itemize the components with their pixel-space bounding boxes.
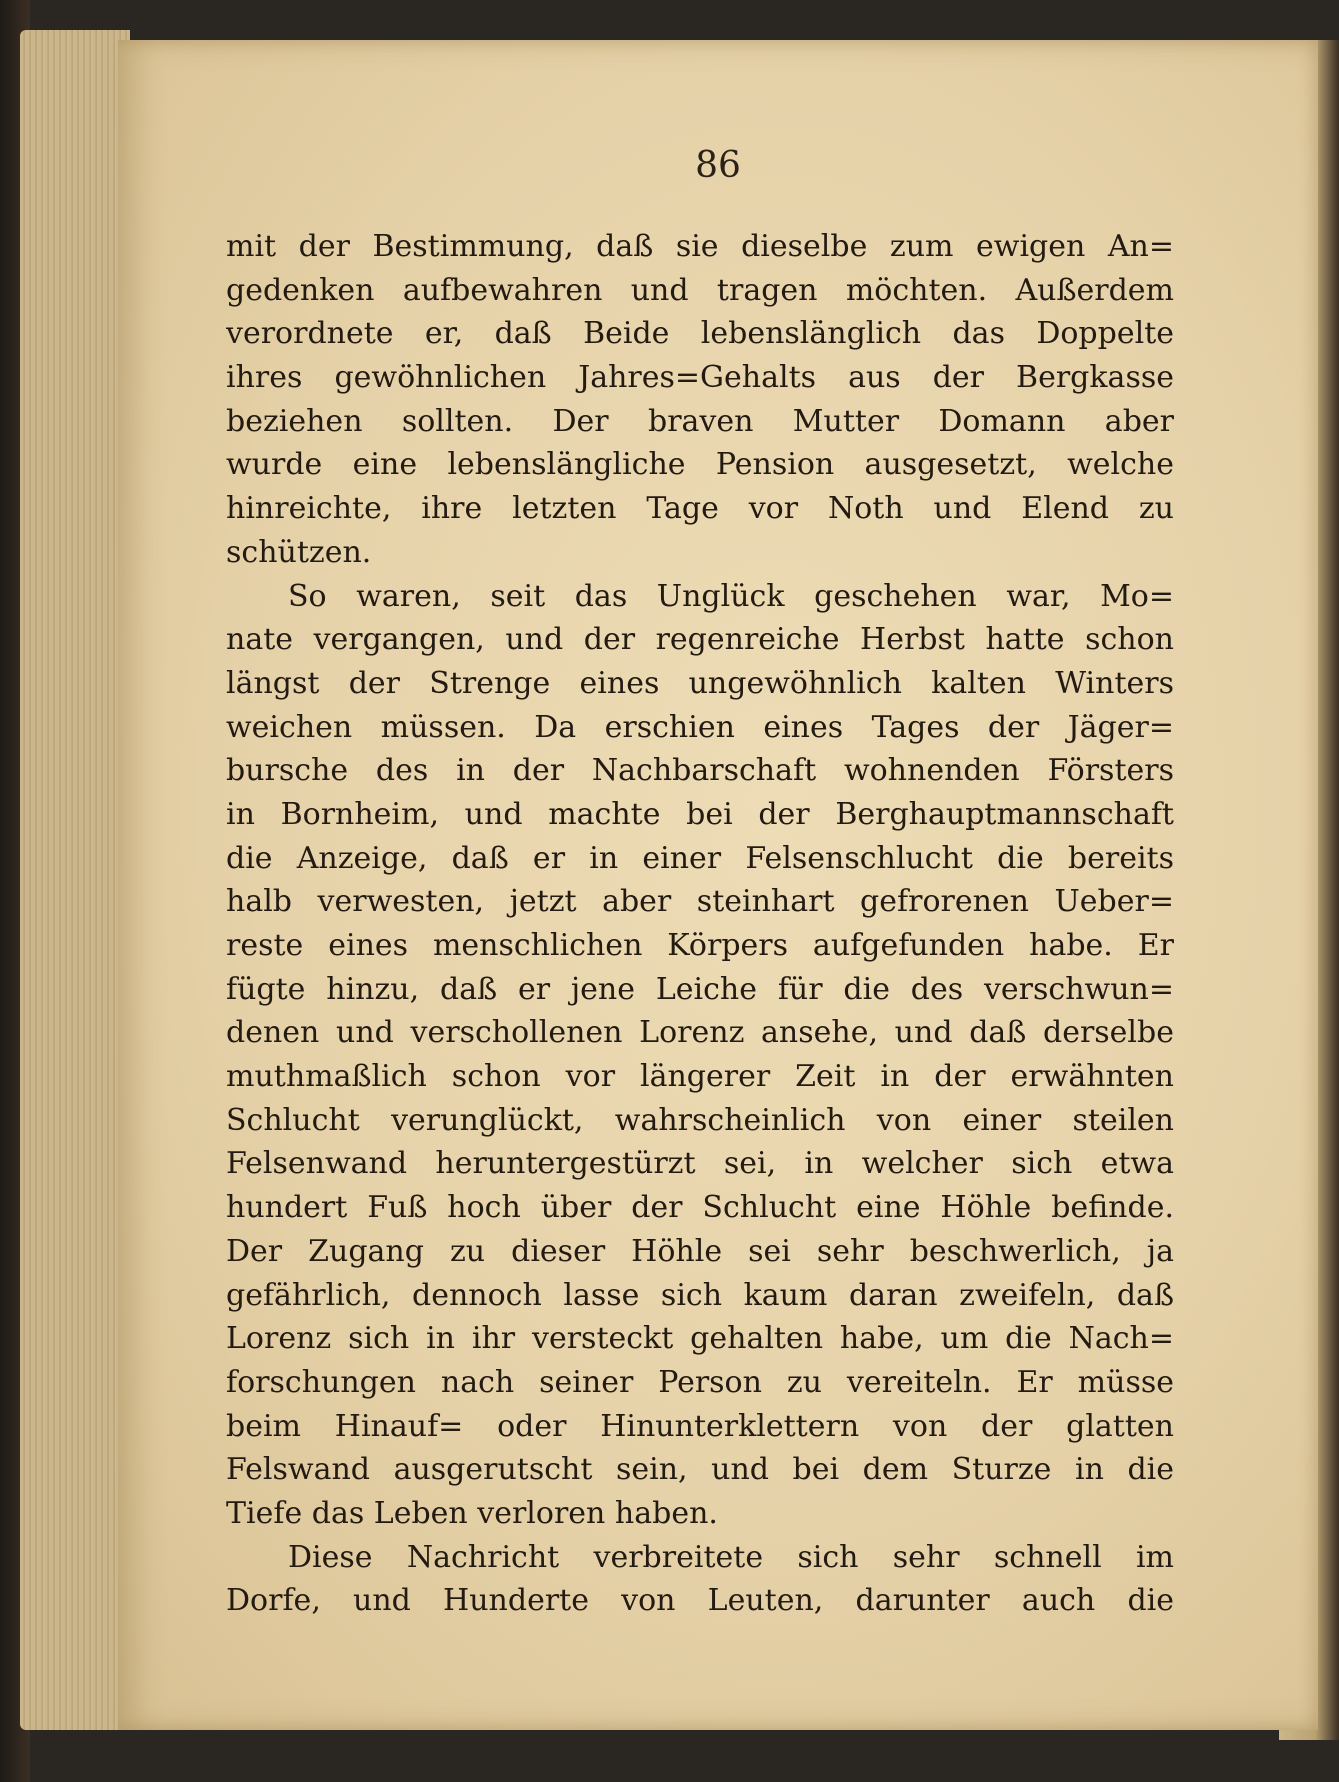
text-line: Felswand ausgerutscht sein, und bei dem Sturze in die bbox=[226, 1452, 1174, 1488]
text-line: halb verwesten, jetzt aber steinhart gefrorenen Ueber= bbox=[226, 884, 1174, 920]
text-line: hinreichte, ihre letzten Tage vor Noth und Elend zu bbox=[226, 491, 1174, 527]
page-number: 86 bbox=[695, 145, 741, 186]
text-line: mit der Bestimmung, daß sie dieselbe zum ewigen An= bbox=[226, 229, 1174, 264]
text-line: forschungen nach seiner Person zu vereiteln. Er müsse bbox=[226, 1364, 1174, 1400]
text-line: bursche des in der Nachbarschaft wohnenden Försters bbox=[226, 753, 1174, 789]
text-line: Dorfe, und Hunderte von Leuten, darunter auch die bbox=[226, 1583, 1174, 1619]
text-line: Felsenwand heruntergestürzt sei, in welcher sich etwa bbox=[226, 1146, 1174, 1182]
text-line: gedenken aufbewahren und tragen möchten. Außerdem bbox=[226, 272, 1174, 308]
text-line: reste eines menschlichen Körpers aufgefunden habe. Er bbox=[226, 928, 1174, 963]
text-line: wurde eine lebenslängliche Pension ausgesetzt, welche bbox=[226, 447, 1174, 483]
text-line: verordnete er, daß Beide lebenslänglich das Doppelte bbox=[226, 316, 1174, 352]
text-line: weichen müssen. Da erschien eines Tages der Jäger= bbox=[226, 709, 1174, 745]
page-edges bbox=[20, 30, 130, 1730]
text-line: So waren, seit das Unglück geschehen war, Mo= bbox=[288, 578, 1174, 614]
text-line: beim Hinauf= oder Hinunterklettern von der glatten bbox=[226, 1408, 1174, 1444]
text-line: hundert Fuß hoch über der Schlucht eine Höhle befinde. bbox=[226, 1190, 1174, 1226]
text-line: Lorenz sich in ihr versteckt gehalten habe, um die Nach= bbox=[226, 1321, 1174, 1357]
text-line: muthmaßlich schon vor längerer Zeit in der erwähnten bbox=[226, 1059, 1174, 1095]
text-line: denen und verschollenen Lorenz ansehe, und daß derselbe bbox=[226, 1015, 1174, 1051]
text-line: nate vergangen, und der regenreiche Herbst hatte schon bbox=[226, 622, 1174, 658]
text-line: gefährlich, dennoch lasse sich kaum daran zweifeln, daß bbox=[226, 1277, 1174, 1313]
text-line: Diese Nachricht verbreitete sich sehr schnell im bbox=[288, 1539, 1174, 1575]
text-line: Schlucht verunglückt, wahrscheinlich von einer steilen bbox=[226, 1102, 1174, 1138]
text-line: ihres gewöhnlichen Jahres=Gehalts aus der Bergkasse bbox=[226, 360, 1174, 396]
text-line: Tiefe das Leben verloren haben. bbox=[226, 1495, 718, 1531]
text-line: längst der Strenge eines ungewöhnlich kalten Winters bbox=[226, 665, 1174, 701]
text-line: schützen. bbox=[226, 534, 372, 570]
text-line: die Anzeige, daß er in einer Felsenschlucht die bereits bbox=[226, 840, 1174, 876]
text-line: Der Zugang zu dieser Höhle sei sehr beschwerlich, ja bbox=[226, 1233, 1174, 1269]
body-text bbox=[226, 225, 1174, 1623]
text-line: fügte hinzu, daß er jene Leiche für die des verschwun= bbox=[226, 971, 1174, 1007]
book-page bbox=[118, 40, 1318, 1730]
text-line: in Bornheim, und machte bei der Berghauptmannschaft bbox=[226, 796, 1174, 832]
text-line: beziehen sollten. Der braven Mutter Domann aber bbox=[226, 403, 1174, 439]
